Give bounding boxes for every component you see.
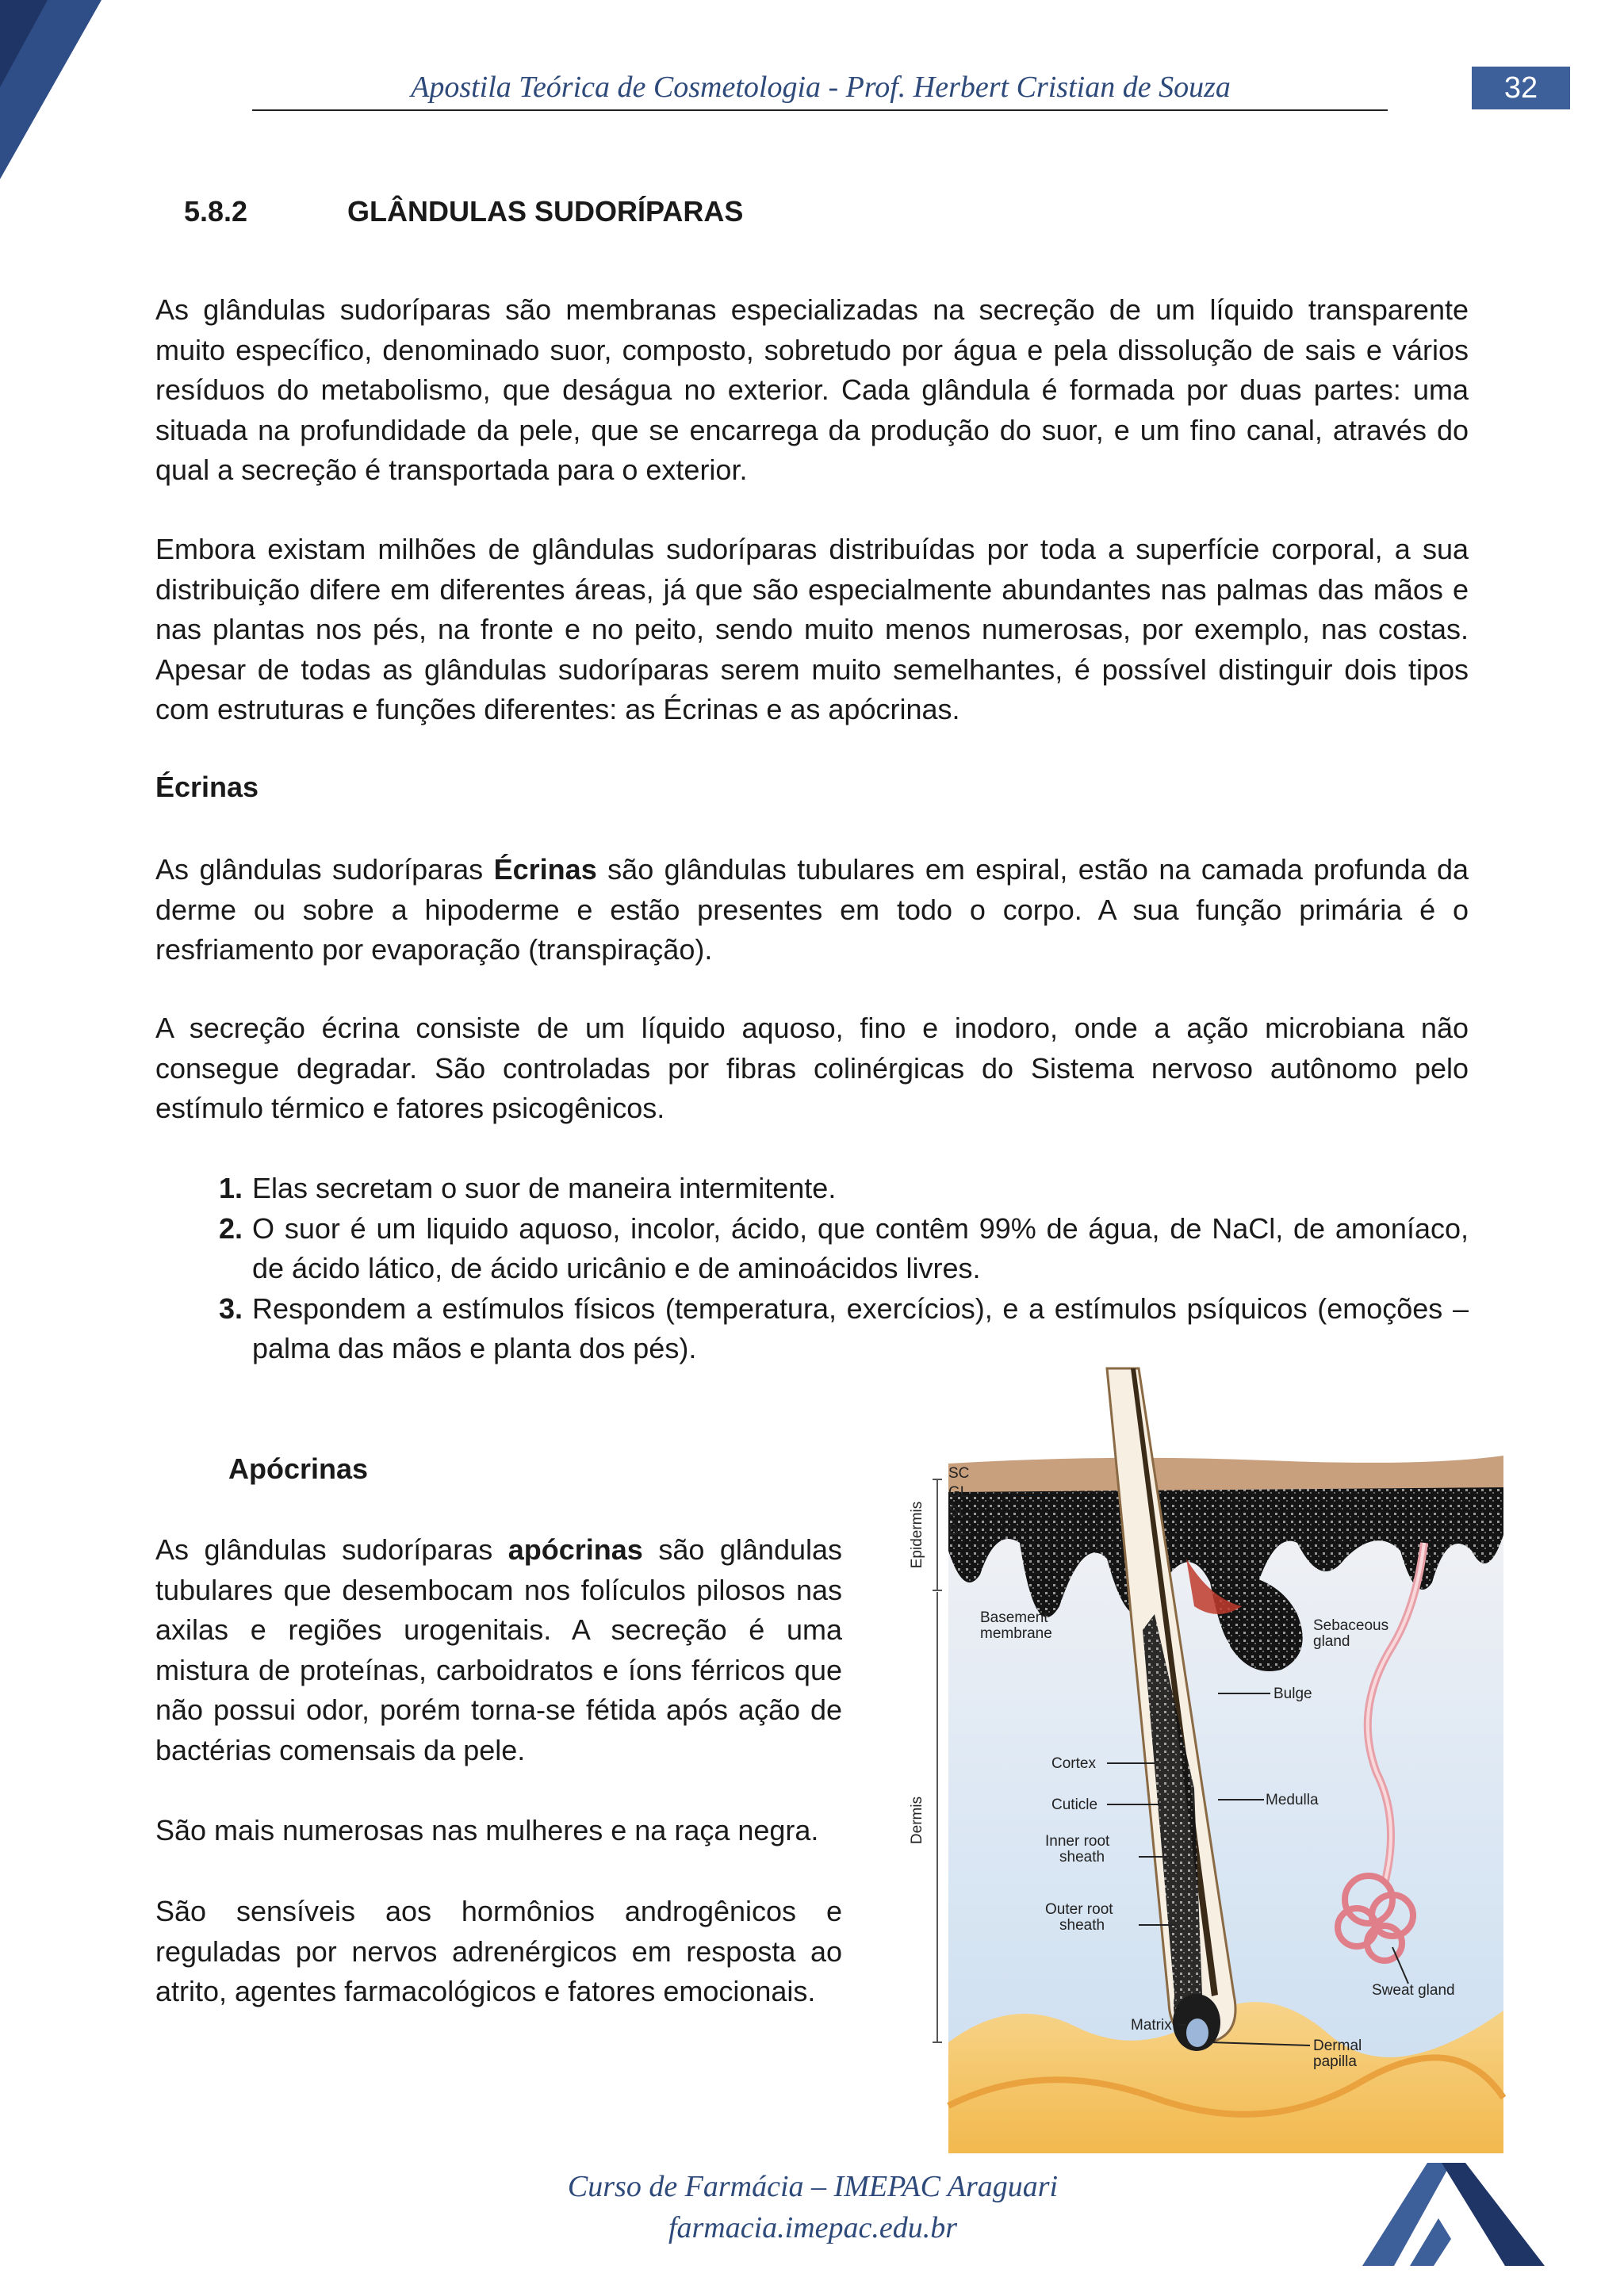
apocrinas-paragraph-2: São mais numerosas nas mulheres e na raça negra.	[155, 1814, 819, 1846]
label-outer-root: Outer root	[1045, 1901, 1113, 1918]
footer-course: Curso de Farmácia – IMEPAC Araguari	[567, 2170, 1059, 2203]
page-number: 32	[1472, 67, 1570, 109]
label-membrane: membrane	[980, 1625, 1052, 1642]
footer-website: farmacia.imepac.edu.br	[668, 2211, 958, 2244]
label-cuticle: Cuticle	[1051, 1797, 1098, 1813]
label-sc: SC	[948, 1465, 970, 1482]
label-inner-root: Inner root	[1045, 1833, 1110, 1850]
hair-follicle-diagram	[869, 1345, 1519, 2156]
label-bl: BL	[948, 1522, 967, 1539]
list-item: 3. Respondem a estímulos físicos (temperatura, exercícios), e a estímulos psíquicos (emoções – palma das mãos e planta dos pés).	[218, 1292, 1469, 1364]
label-bulge: Bulge	[1274, 1686, 1312, 1702]
list-item: 1. Elas secretam o suor de maneira intermitente.	[218, 1172, 837, 1204]
apocrinas-heading: Apócrinas	[228, 1452, 369, 1485]
ecrinas-heading: Écrinas	[155, 771, 259, 803]
label-dermis: Dermis	[909, 1796, 925, 1845]
section-number: 5.8.2	[184, 195, 248, 228]
label-matrix: Matrix	[1131, 2017, 1172, 2034]
stratum-corneum	[948, 1456, 1503, 1492]
section-title: GLÂNDULAS SUDORÍPARAS	[347, 195, 744, 228]
ecrinas-numbered-list	[155, 1169, 1469, 1369]
corner-decoration	[0, 0, 111, 190]
ecrinas-bold-term: Écrinas	[493, 853, 597, 886]
section-heading	[184, 195, 743, 228]
label-sweat-gland: Sweat gland	[1372, 1982, 1455, 1999]
dermal-papilla	[1186, 2019, 1208, 2047]
apocrinas-paragraph-1: As glândulas sudoríparas apócrinas são glândulas tubulares que desembocam nos folículos pilosos nas axilas e regiões urogenitais. A secreção é uma mistura de proteínas, carboidratos e íons férricos que não possui odor, porém torna-se fétida após ação de bactérias comensais da pele.	[155, 1533, 842, 1766]
ecrinas-paragraph-2: A secreção écrina consiste de um líquido aquoso, fino e inodoro, onde a ação microbiana não consegue degradar. São controladas por fibras colinérgicas do Sistema nervoso autônomo pelo estímulo térmico e fatores psicogênicos.	[155, 1012, 1469, 1124]
label-sl: SL	[948, 1503, 967, 1520]
label-gland: gland	[1313, 1633, 1350, 1650]
label-cortex: Cortex	[1051, 1755, 1096, 1772]
imepac-logo-icon	[1362, 2163, 1545, 2266]
list-item: 2. O suor é um liquido aquoso, incolor, ácido, que contêm 99% de água, de NaCl, de amoníaco, de ácido lático, de ácido uricânio e de aminoácidos livres.	[218, 1211, 1469, 1284]
header-divider	[252, 109, 1388, 111]
label-sebaceous: Sebaceous	[1313, 1617, 1389, 1634]
label-dermal: Dermal	[1313, 2038, 1362, 2054]
label-epidermis: Epidermis	[909, 1501, 925, 1569]
intro-paragraph-2: Embora existam milhões de glândulas sudoríparas distribuídas por toda a superfície corporal, a sua distribuição difere em diferentes áreas, já que são especialmente abundantes nas palmas das mãos e nas plantas nos pés, na fronte e no peito, sendo muito menos numerosas, por exemplo, nas costas. Apesar de todas as glândulas sudoríparas serem muito semelhantes, é possível distinguir dois tipos com estruturas e funções diferentes: as Écrinas e as apócrinas.	[155, 533, 1469, 725]
header-title: Apostila Teórica de Cosmetologia - Prof. Herbert Cristian de Souza	[411, 71, 1231, 104]
label-gl: GL	[948, 1484, 969, 1501]
label-papilla: papilla	[1313, 2053, 1357, 2070]
label-outer-sheath: sheath	[1059, 1917, 1105, 1934]
label-basement: Basement	[980, 1609, 1048, 1626]
intro-paragraph-1: As glândulas sudoríparas são membranas especializadas na secreção de um líquido transparente muito específico, denominado suor, composto, sobretudo por água e pela dissolução de sais e vários resíduos do metabolismo, que deságua no exterior. Cada glândula é formada por duas partes: uma situada na profundidade da pele, que se encarrega da produção do suor, e um fino canal, através do qual a secreção é transportada para o exterior.	[155, 293, 1469, 486]
label-inner-sheath: sheath	[1059, 1849, 1105, 1866]
label-medulla: Medulla	[1266, 1792, 1319, 1808]
apocrinas-paragraph-3: São sensíveis aos hormônios androgênicos e reguladas por nervos adrenérgicos em resposta ao atrito, agentes farmacológicos e fatores emocionais.	[155, 1895, 842, 2007]
apocrinas-bold-term: apócrinas	[508, 1533, 643, 1566]
ecrinas-paragraph-1: As glândulas sudoríparas Écrinas são glândulas tubulares em espiral, estão na camada profunda da derme ou sobre a hipoderme e estão presentes em todo o corpo. A sua função primária é o resfriamento por evaporação (transpiração).	[155, 853, 1469, 966]
